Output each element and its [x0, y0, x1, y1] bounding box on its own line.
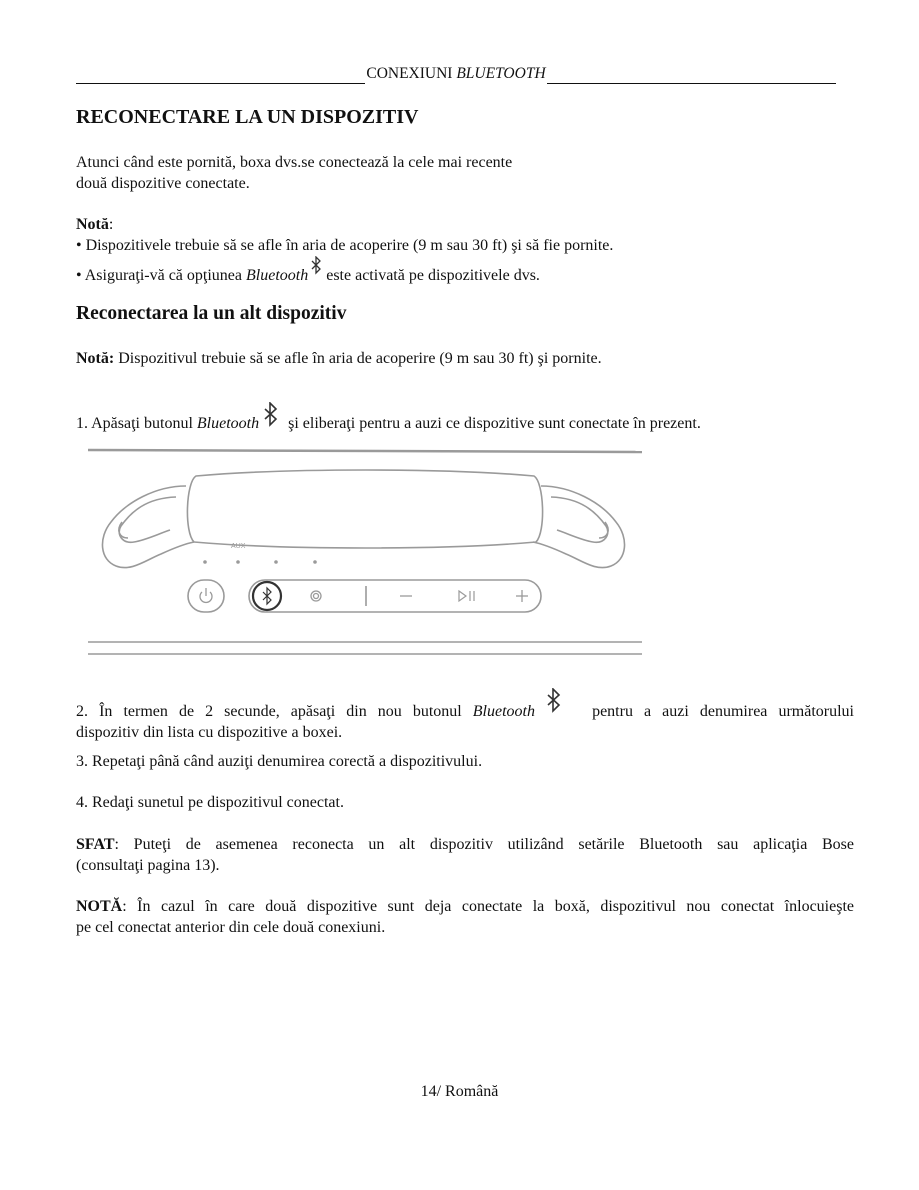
control-bar: [249, 580, 541, 612]
source-icon: [311, 591, 321, 601]
header-title: CONEXIUNI BLUETOOTH: [366, 65, 546, 82]
page-header: [76, 64, 836, 84]
indicator-light: [274, 560, 278, 564]
handle-band: [187, 470, 542, 548]
page-footer: 14/ Română: [420, 1083, 499, 1100]
speaker-illustration: [86, 442, 646, 660]
indicator-light: [313, 560, 317, 564]
note-2: Notă: Dispozitivul trebuie să se afle în aria de acoperire (9 m sau 30 ft) şi pornite.: [76, 350, 602, 367]
bluetooth-icon: [263, 588, 271, 604]
intro-paragraph: Atunci când este pornită, boxa dvs.se conectează la cele mai recente două dispozitive conectate.: [76, 154, 513, 192]
step-4: 4. Redaţi sunetul pe dispozitivul conectat.: [76, 794, 344, 811]
right-handle: [533, 486, 625, 568]
subsection-title: Reconectarea la un alt dispozitiv: [76, 303, 347, 324]
bluetooth-icon: [262, 402, 280, 428]
header-rule-left: [76, 68, 365, 84]
step-2: 2. În termen de 2 secunde, apăsaţi din nou butonul Bluetooth pentru a auzi denumirea următorului dispozitiv din lista cu dispozitive a boxei.: [76, 688, 854, 743]
aux-label: AUX: [231, 543, 246, 550]
note-3-paragraph: NOTĂ: În cazul în care două dispozitive sunt deja conectate la boxă, dispozitivul nou conectat înlocuieşte pe cel conectat anterior din cele două conexiuni.: [76, 898, 854, 936]
play-pause-icon: [459, 591, 474, 601]
header-rule-right: [547, 68, 836, 84]
step-1: 1. Apăsaţi butonul Bluetooth şi eliberaţi pentru a auzi ce dispozitive sunt conectate în prezent.: [76, 402, 701, 434]
note-bullet-1: • Dispozitivele trebuie să se afle în aria de acoperire (9 m sau 30 ft) şi să fie pornite.: [76, 237, 614, 254]
bluetooth-icon: [545, 688, 563, 714]
left-handle: [102, 486, 194, 568]
indicator-light: [203, 560, 207, 564]
step-3: 3. Repetaţi până când auziţi denumirea corectă a dispozitivului.: [76, 753, 483, 770]
section-title: RECONECTARE LA UN DISPOZITIV: [76, 106, 419, 128]
tip-paragraph: SFAT: Puteţi de asemenea reconecta un alt dispozitiv utilizând setările Bluetooth sau aplicaţia Bose (consultaţi pagina 13).: [76, 836, 854, 874]
indicator-light: [236, 560, 240, 564]
note-block: Notă: • Dispozitivele trebuie să se afle în aria de acoperire (9 m sau 30 ft) şi să fie pornite. • Asiguraţi-vă că opţiunea Bluetooth este activată pe dispozitivele dvs.: [76, 216, 614, 284]
speaker-top-edge: [88, 450, 642, 452]
note-bullet-2: • Asiguraţi-vă că opţiunea Bluetooth este activată pe dispozitivele dvs.: [76, 267, 540, 284]
bluetooth-icon: [310, 256, 322, 276]
